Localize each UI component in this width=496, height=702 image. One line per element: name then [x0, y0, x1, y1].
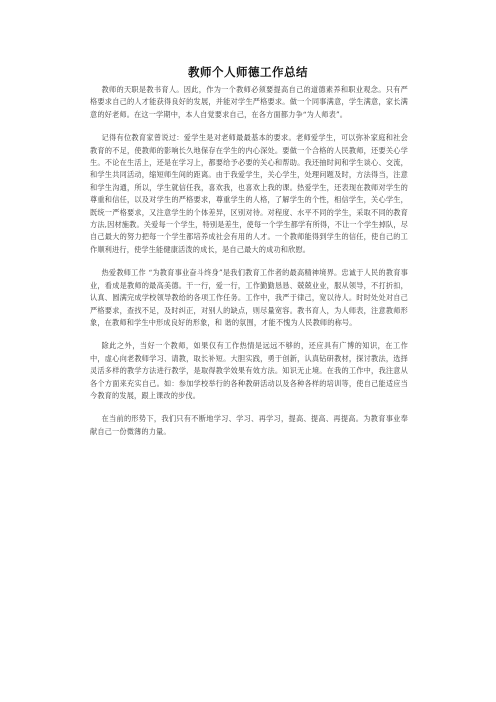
paragraph-knowledge: 除此之外，当好一个教师，如果仅有工作热情是远远不够的，还应具有广博的知识，在工作中，虚心向老教师学习、请教，取长补短。大胆实践，勇于创新，认真钻研教材，探讨教法，选择灵活多样的教学方法进行教学，是取得教学效果有效方法。知识无止境。在我的工作中，我注意从各个方面来充实自己。如：参加学校举行的各种教研活动以及各种各样的培训等，使自己能适应当今教育的发展，跟上课改的步伐。: [90, 341, 408, 400]
paragraph-conclusion: 在当前的形势下，我们只有不断地学习、学习、再学习，提高、提高、再提高。为教育事业奉献自己一份微薄的力量。: [90, 414, 408, 436]
document-body: [90, 84, 408, 449]
paragraph-intro: 教师的天职是教书育人。因此，作为一个教师必须要提高自己的道德素养和职业观念。只有严格要求自己的人才能获得良好的发展，并能对学生严格要求。做一个同事满意，学生满意，家长满意的好老师。在这一学期中，本人自觉要求自己，在各方面都力争“为人师表”。: [90, 85, 408, 119]
document-title: 教师个人师德工作总结: [188, 65, 308, 79]
paragraph-love-work: 热爱教师工作 “为教育事业奋斗终身”是我们教育工作者的最高精神境界。忠诚于人民的教育事业，看成是教师的最高美德。干一行，爱一行，工作勤勤恳恳、兢兢业业，服从领导，不打折扣，认真、圆满完成学校领导教给的各项工作任务。工作中，我严于律己，宽以待人。时时处处对自己严格要求，查找不足，及时纠正，对别人的缺点，则尽量宽容。教书育人，为人师表，注意教师形象，在教师和学生中形成良好的形象，和 谐的氛围，才能不愧为人民教师的称号。: [90, 268, 408, 327]
paragraph-love-students: 记得有位教育家曾说过：爱学生是对老师最最基本的要求。老师爱学生，可以弥补家庭和社会教育的不足，使教师的影响长久地保存在学生的内心深处。要做一个合格的人民教师，还要关心学生。不论在生活上，还是在学习上，都要给予必要的关心和帮助。我还抽时间和学生谈心、交流，和学生共同活动，缩短师生间的距离。由于我爱学生，关心学生，处理问题及时，方法得当，注意和学生沟通，所以，学生就信任我，喜欢我，也喜欢上我的课。热爱学生，还表现在教师对学生的尊重和信任，以及对学生的严格要求，尊重学生的人格，了解学生的个性，相信学生，关心学生，既统一严格要求，又注意学生的个体差异，区别对待。对程度、水平不同的学生，采取不同的教育方法,因材施教。关爱每一个学生，特别是差生，使每一个学生都学有所得，不让一个学生掉队，尽自己最大的努力把每一个学生都培养成社会有用的人才。一个教师能得到学生的信任，使自己的工作顺利进行，使学生能健康活泼的成长，是自己最大的成功和欣慰。: [90, 133, 408, 254]
